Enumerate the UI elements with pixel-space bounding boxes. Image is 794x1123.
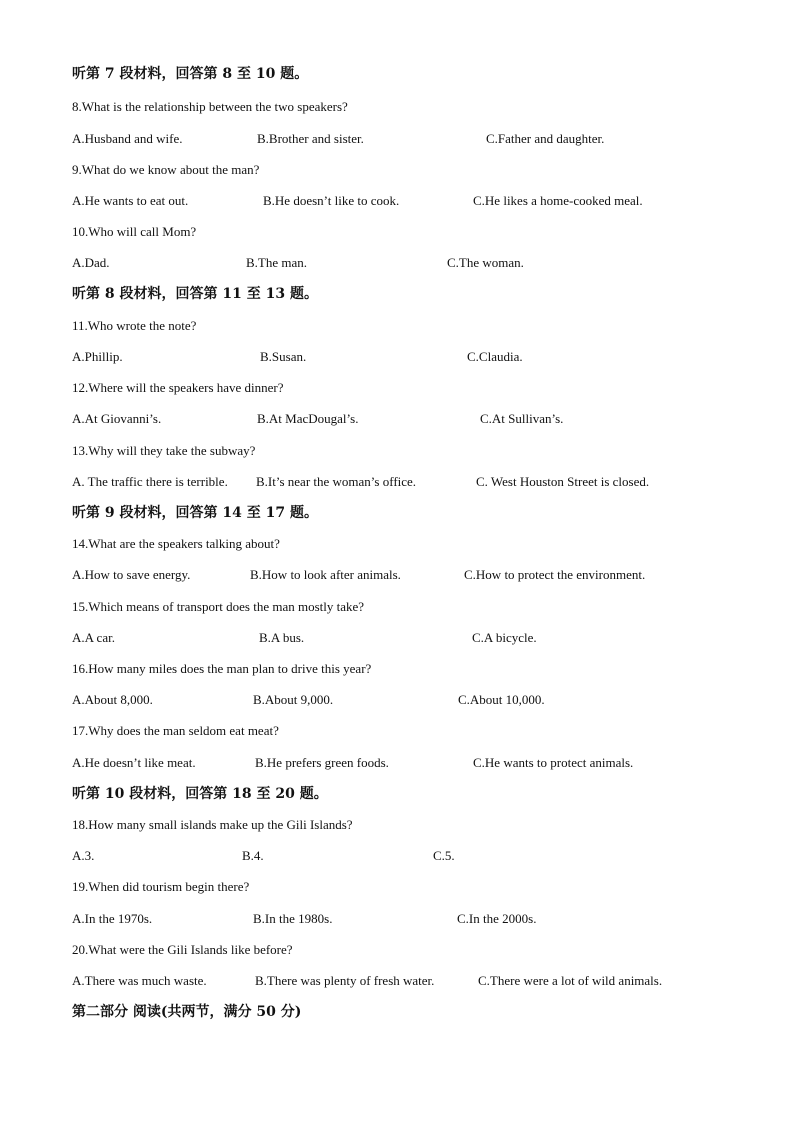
option-c: C. West Houston Street is closed. <box>476 474 650 489</box>
option-c: C.The woman. <box>447 255 524 270</box>
section-heading: 听第 10 段材料，回答第 18 至 20 题。 <box>72 786 328 802</box>
option-a: A.Phillip. <box>72 349 123 364</box>
option-c: C.A bicycle. <box>472 630 537 645</box>
option-a: A.He doesn’t like meat. <box>72 755 196 770</box>
option-c: C.Father and daughter. <box>486 131 605 146</box>
section-heading: 听第 9 段材料，回答第 14 至 17 题。 <box>72 505 318 521</box>
option-a: A.Dad. <box>72 255 110 270</box>
question-text: 18.How many small islands make up the Gili Islands? <box>72 817 353 832</box>
question-text: 16.How many miles does the man plan to drive this year? <box>72 661 372 676</box>
option-a: A.3. <box>72 848 95 863</box>
option-a: A.He wants to eat out. <box>72 193 189 208</box>
question-text: 12.Where will the speakers have dinner? <box>72 380 284 395</box>
option-b: B.There was plenty of fresh water. <box>255 973 435 988</box>
question-text: 13.Why will they take the subway? <box>72 443 256 458</box>
option-b: B.A bus. <box>259 630 305 645</box>
option-c: C.About 10,000. <box>458 692 545 707</box>
option-a: A.There was much waste. <box>72 973 207 988</box>
question-text: 8.What is the relationship between the two speakers? <box>72 99 348 114</box>
option-b: B.About 9,000. <box>253 692 334 707</box>
question-text: 17.Why does the man seldom eat meat? <box>72 723 279 738</box>
option-a: A.In the 1970s. <box>72 911 153 926</box>
option-a: A.A car. <box>72 630 115 645</box>
question-text: 14.What are the speakers talking about? <box>72 536 280 551</box>
option-a: A.Husband and wife. <box>72 131 183 146</box>
option-c: C.Claudia. <box>467 349 523 364</box>
option-c: C.At Sullivan’s. <box>480 411 564 426</box>
option-c: C.He likes a home-cooked meal. <box>473 193 643 208</box>
section-heading: 听第 7 段材料，回答第 8 至 10 题。 <box>72 66 309 82</box>
option-b: B.How to look after animals. <box>250 567 401 582</box>
option-c: C.He wants to protect animals. <box>473 755 634 770</box>
option-b: B.4. <box>242 848 264 863</box>
option-b: B.In the 1980s. <box>253 911 333 926</box>
option-c: C.There were a lot of wild animals. <box>478 973 663 988</box>
option-b: B.He prefers green foods. <box>255 755 389 770</box>
option-c: C.How to protect the environment. <box>464 567 646 582</box>
option-b: B.The man. <box>246 255 308 270</box>
question-text: 15.Which means of transport does the man mostly take? <box>72 599 365 614</box>
option-b: B.Susan. <box>260 349 307 364</box>
option-a: A.How to save energy. <box>72 567 191 582</box>
option-a: A.About 8,000. <box>72 692 153 707</box>
question-text: 20.What were the Gili Islands like before? <box>72 942 293 957</box>
option-c: C.5. <box>433 848 455 863</box>
option-a: A.At Giovanni’s. <box>72 411 162 426</box>
option-b: B.At MacDougal’s. <box>257 411 359 426</box>
question-text: 10.Who will call Mom? <box>72 224 197 239</box>
option-b: B.He doesn’t like to cook. <box>263 193 400 208</box>
option-a: A. The traffic there is terrible. <box>72 474 228 489</box>
option-c: C.In the 2000s. <box>457 911 537 926</box>
section-heading: 听第 8 段材料，回答第 11 至 13 题。 <box>72 286 318 302</box>
question-text: 9.What do we know about the man? <box>72 162 260 177</box>
question-text: 19.When did tourism begin there? <box>72 879 250 894</box>
option-b: B.Brother and sister. <box>257 131 364 146</box>
part-heading: 第二部分 阅读(共两节，满分 50 分) <box>72 1004 302 1020</box>
option-b: B.It’s near the woman’s office. <box>256 474 417 489</box>
question-text: 11.Who wrote the note? <box>72 318 197 333</box>
